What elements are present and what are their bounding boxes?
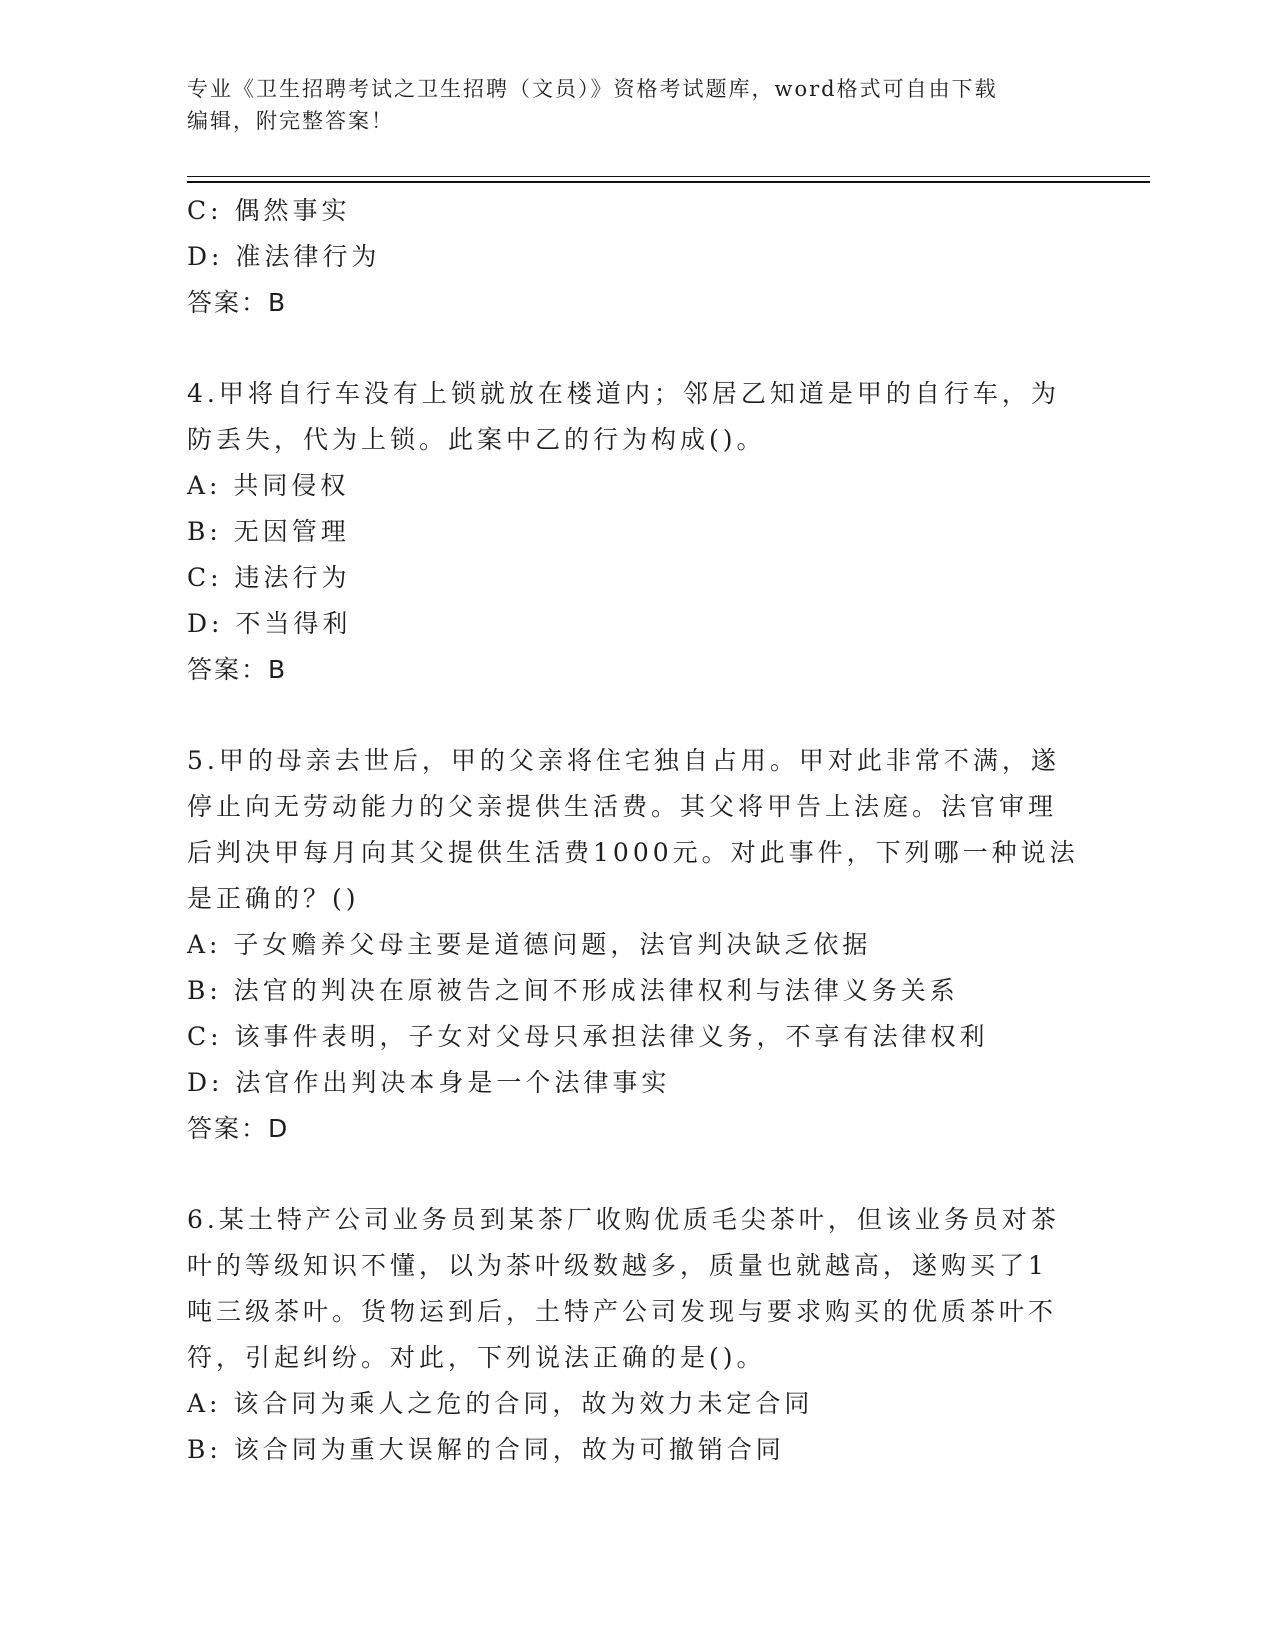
option-line: D: 不当得利 <box>187 609 352 638</box>
spacer <box>187 1152 1087 1197</box>
option-line: B: 该合同为重大误解的合同，故为可撤销合同 <box>187 1435 785 1464</box>
question-stem-line: 5.甲的母亲去世后，甲的父亲将住宅独自占用。甲对此非常不满，遂 <box>187 746 1060 775</box>
question-6 <box>187 1197 1087 1473</box>
answer-line: 答案：D <box>187 1114 290 1143</box>
question-stem-line: 后判决甲每月向其父提供生活费1000元。对此事件，下列哪一种说法 <box>187 838 1079 867</box>
question-stem-line: 停止向无劳动能力的父亲提供生活费。其父将甲告上法庭。法官审理 <box>187 792 1058 821</box>
option-line: C: 偶然事实 <box>187 196 351 225</box>
question-stem-line: 6.某土特产公司业务员到某茶厂收购优质毛尖茶叶，但该业务员对茶 <box>187 1205 1060 1234</box>
header-line-1: 专业《卫生招聘考试之卫生招聘（文员）》资格考试题库，word格式可自由下载 <box>187 77 998 101</box>
question-stem-line: 吨三级茶叶。货物运到后，土特产公司发现与要求购买的优质茶叶不 <box>187 1297 1058 1326</box>
option-line: C: 违法行为 <box>187 563 351 592</box>
option-line: D: 法官作出判决本身是一个法律事实 <box>187 1068 671 1097</box>
spacer <box>187 693 1087 738</box>
spacer <box>187 326 1087 371</box>
option-line: A: 子女赡养父母主要是道德问题，法官判决缺乏依据 <box>187 930 872 959</box>
question-stem-line: 4.甲将自行车没有上锁就放在楼道内；邻居乙知道是甲的自行车，为 <box>187 379 1060 408</box>
question-stem-line: 是正确的？() <box>187 884 360 913</box>
question-stem-line: 叶的等级知识不懂，以为茶叶级数越多，质量也就越高，遂购买了1 <box>187 1251 1048 1280</box>
document-header <box>187 73 1087 137</box>
prev-question-block <box>187 188 1087 326</box>
option-line: B: 法官的判决在原被告之间不形成法律权利与法律义务关系 <box>187 976 959 1005</box>
header-line-2: 编辑，附完整答案！ <box>187 109 394 133</box>
question-stem-line: 符，引起纠纷。对此，下列说法正确的是()。 <box>187 1343 766 1372</box>
option-line: A: 该合同为乘人之危的合同，故为效力未定合同 <box>187 1389 814 1418</box>
answer-line: 答案：B <box>187 655 288 684</box>
header-divider-thick <box>187 181 1150 183</box>
answer-line: 答案：B <box>187 288 288 317</box>
option-line: D: 准法律行为 <box>187 242 381 271</box>
question-stem-line: 防丢失，代为上锁。此案中乙的行为构成()。 <box>187 425 766 454</box>
option-line: A: 共同侵权 <box>187 471 350 500</box>
question-4 <box>187 371 1087 693</box>
option-line: B: 无因管理 <box>187 517 350 546</box>
option-line: C: 该事件表明，子女对父母只承担法律义务，不享有法律权利 <box>187 1022 989 1051</box>
question-content <box>187 188 1087 1473</box>
question-5 <box>187 738 1087 1152</box>
header-divider-thin <box>187 176 1150 177</box>
